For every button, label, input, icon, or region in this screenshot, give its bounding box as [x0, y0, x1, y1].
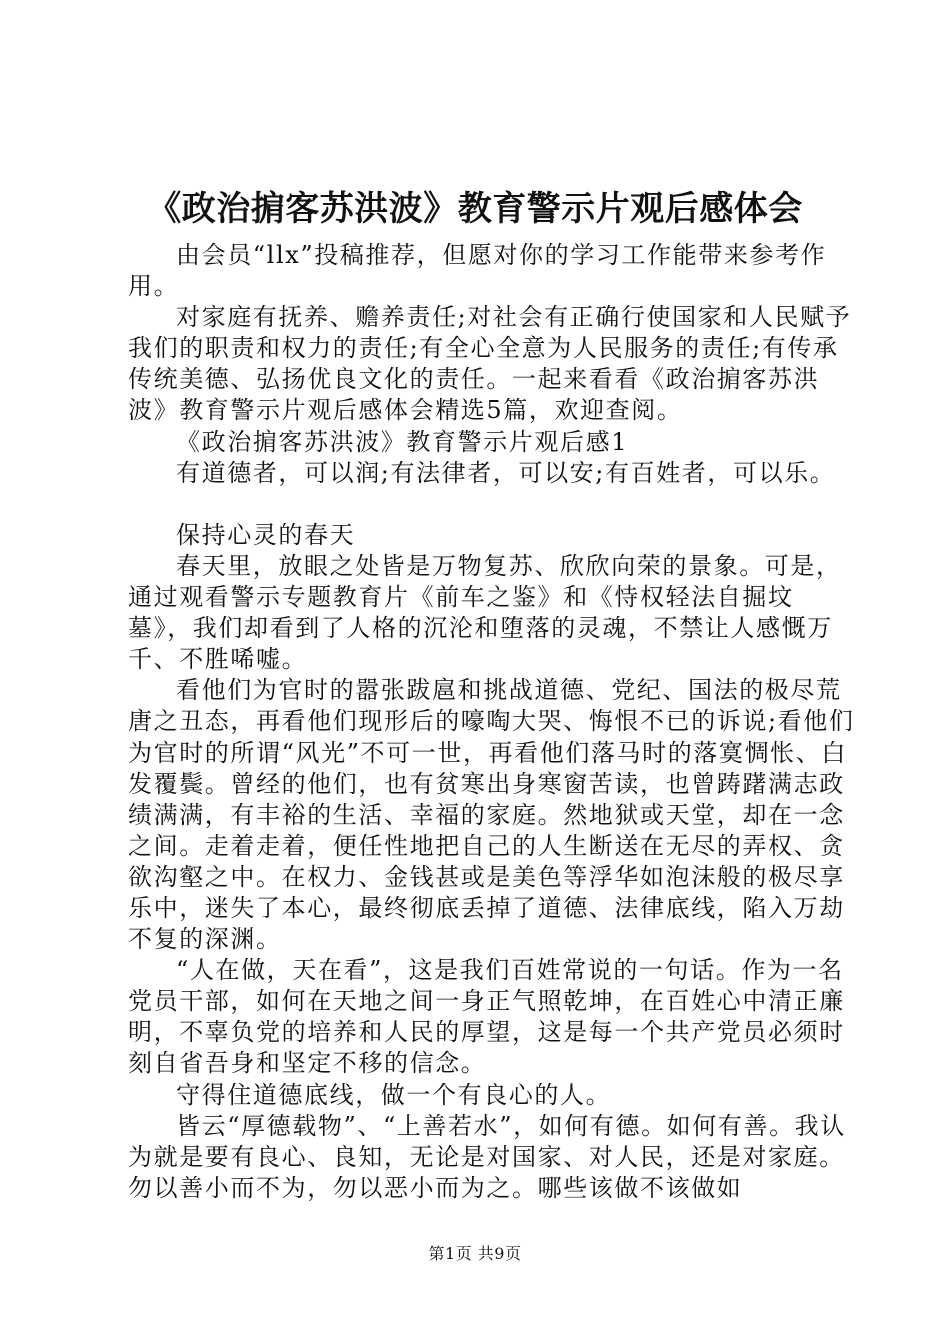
paragraph-spring: 春天里，放眼之处皆是万物复苏、欣欣向荣的景象。可是，通过观看警示专题教育片《前车之鉴》和《恃权轻法自掘坟墓》，我们却看到了人格的沉沦和堕落的灵魂，不禁让人感慨万千、不胜唏嘘。 — [128, 551, 842, 674]
blank-line — [128, 489, 858, 520]
document-body — [128, 240, 858, 1204]
paragraph-quote: 有道德者，可以润;有法律者，可以安;有百姓者，可以乐。 — [176, 458, 836, 487]
paragraph-heaven-watching: “人在做，天在看”，这是我们百姓常说的一句话。作为一名党员干部，如何在天地之间一身正气照乾坤，在百姓心中清正廉明，不辜负党的培养和人民的厚望，这是每一个共产党员必须时刻自省吾身和坚定不移的信念。 — [128, 956, 845, 1078]
paragraph-moral-baseline: 守得住道德底线，做一个有良心的人。 — [176, 1080, 612, 1109]
document-title: 《政治掮客苏洪波》教育警示片观后感体会 — [147, 189, 803, 229]
paragraph-responsibilities: 对家庭有抚养、赡养责任;对社会有正确行使国家和人民赋予我们的职责和权力的责任;有全心全意为人民服务的责任;有传承传统美德、弘扬优良文化的责任。一起来看看《政治掮客苏洪波》教育警示片观后感体会精选5篇，欢迎查阅。 — [128, 303, 852, 425]
paragraph-intro: 由会员“llx”投稿推荐，但愿对你的学习工作能带来参考作用。 — [128, 241, 827, 301]
paragraph-officials: 看他们为官时的嚣张跋扈和挑战道德、党纪、国法的极尽荒唐之丑态，再看他们现形后的嚎啕大哭、悔恨不已的诉说;看他们为官时的所谓“风光”不可一世，再看他们落马时的落寞惆怅、白发覆鬓。曾经的他们，也有贫寒出身寒窗苦读，也曾踌躇满志政绩满满，有丰裕的生活、幸福的家庭。然地狱或天堂，却在一念之间。走着走着，便任性地把自己的人生断送在无尽的弄权、贪欲沟壑之中。在权力、金钱甚或是美色等浮华如泡沫般的极尽享乐中，迷失了本心，最终彻底丢掉了道德、法律底线，陷入万劫不复的深渊。 — [128, 676, 855, 954]
section-heading-1: 《政治掮客苏洪波》教育警示片观后感1 — [176, 427, 629, 456]
subheading-spring: 保持心灵的春天 — [176, 520, 356, 549]
paragraph-virtue: 皆云“厚德载物”、“上善若水”，如何有德。如何有善。我认为就是要有良心、良知，无论是对国家、对人民，还是对家庭。勿以善小而不为，勿以恶小而为之。哪些该做不该做如 — [128, 1111, 846, 1202]
page-indicator: 第1页 共9页 — [428, 1244, 522, 1263]
